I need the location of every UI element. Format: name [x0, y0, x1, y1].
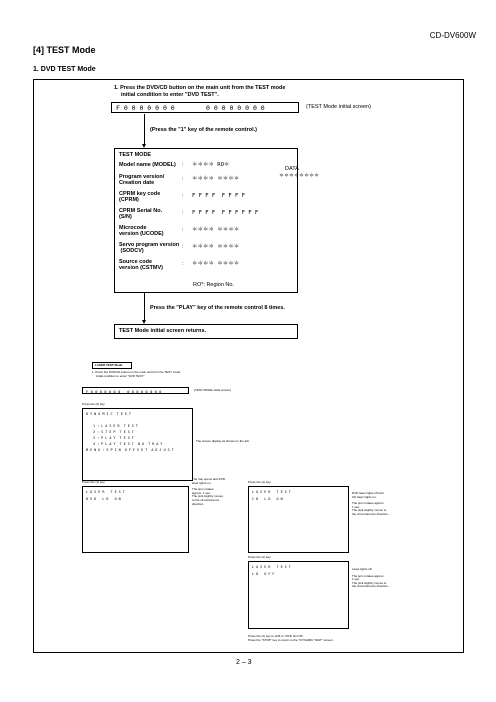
cd-note [352, 492, 418, 517]
row-label-2: Creation date [119, 180, 155, 186]
row-label: CPRM key code [119, 191, 161, 197]
row-value: F F F F F F F F F F [192, 210, 259, 216]
dvd-note-line: The spin rotates [192, 487, 214, 492]
press-play-text: Press the "PLAY" key of the remote control 8 times. [150, 305, 285, 311]
off-line: L A S E R T E S T [252, 565, 291, 569]
dvd-note-line: laser lights on. [192, 480, 212, 485]
cd-note-line: DVD laser lights off and [352, 491, 384, 495]
cd-note-line: the circumference direction. [352, 511, 389, 516]
dvd-line: D V D L D O N [86, 497, 121, 501]
region-note: RO*: Region No. [193, 282, 234, 288]
laser-display-label: (TEST MODE initial screen) [194, 388, 231, 392]
step1-text: 1. Press the DVD/CD button on the main unit from the TEST mode [114, 85, 286, 91]
off-line: L D O F F [252, 572, 275, 576]
table-title: TEST MODE [119, 152, 152, 158]
dvd-note-line: direction. [192, 501, 205, 506]
off-note-line: The spin rotates approx. [352, 573, 385, 578]
dyn-note: The screen display as shown on the left. [196, 439, 250, 443]
step1b-text: initial condition to enter "DVD TEST". [121, 92, 219, 98]
press1b-text: Press the (1) key. [248, 480, 272, 484]
dvd-note-line: approx. 1 sec. [192, 490, 211, 495]
data-value: ＊＊＊＊＊＊＊＊ [279, 173, 320, 179]
laser-step1b: initial condition to enter "DVD TEST". [96, 374, 146, 378]
display-left: F 0 0 0 0 0 0 0 [116, 104, 175, 112]
dynamic-test-box [82, 408, 193, 481]
laser-tag-text: LASER TEST Mode [95, 363, 123, 367]
row-label: Program version/ [119, 174, 165, 180]
row-value: ＊＊＊＊ ＊＊＊＊ [192, 176, 240, 182]
display-right: 0 0 0 0 0 0 0 0 [206, 104, 265, 112]
off-note [352, 568, 418, 589]
row-label-2: (S/N) [119, 214, 132, 220]
row-value: ＊＊＊＊ ＊＊＊＊ [192, 227, 240, 233]
row-value: ＊＊＊＊ RO＊ [192, 162, 230, 168]
row-value: ＊＊＊＊ ＊＊＊＊ [192, 244, 240, 250]
dyn-line: D Y N A M I C T E S T [86, 412, 131, 416]
cd-note-line: CD laser lights on. [352, 494, 377, 499]
dyn-line: 1 : L A S E R T E S T [93, 424, 138, 428]
row-label-2: version (UCODE) [119, 231, 164, 237]
cd-ld-on-box [248, 486, 349, 553]
row-label: Source code [119, 259, 153, 265]
row-value: F F F F F F F F [192, 193, 245, 199]
dvd-note-line: to the circumference [192, 497, 220, 502]
cd-line: C D L D O N [252, 497, 283, 501]
model-number: CD-DV600W [429, 31, 476, 40]
row-label-2: (SODCV) [119, 248, 144, 254]
dyn-line: M E N U : S P I N O F F S E T A D J U S T [86, 448, 174, 452]
row-label: Servo program version [119, 242, 180, 248]
laser-display-text: F 0 0 0 0 0 0 0 0 0 0 0 0 0 0 0 [86, 389, 162, 394]
initial-screen-label: (TEST Mode initial screen) [306, 104, 372, 110]
row-label: CPRM Serial No. [119, 208, 163, 214]
dvd-note-line: The pick slightly moves [192, 494, 224, 499]
ld-off-box [248, 561, 349, 629]
flow-line [144, 114, 145, 146]
cd-note-line: 1 sec. [352, 504, 361, 509]
row-value: ＊＊＊＊ ＊＊＊＊ [192, 261, 240, 267]
row-colon: : [182, 193, 184, 199]
row-colon: : [182, 176, 184, 182]
final-line-1: Press the (1) key to shift to "DVD LD ON". [248, 634, 304, 638]
off-note-line: the circumference direction. [352, 584, 389, 589]
row-colon: : [182, 261, 184, 267]
dvd-ld-on-box [82, 486, 189, 553]
cd-note-line: The pick slightly moves to [352, 508, 387, 513]
data-label: DATA [285, 166, 299, 172]
test-mode-table [114, 148, 320, 293]
dyn-line: 2 : S T E P T E S T [93, 430, 134, 434]
press1a-text: Press the (1) key. [82, 480, 106, 484]
returns-text: TEST Mode initial screen returns. [119, 328, 207, 334]
row-colon: : [182, 244, 184, 250]
row-label: Microcode [119, 225, 147, 231]
press1c-text: Press the (1) key. [248, 555, 272, 559]
row-colon: : [182, 227, 184, 233]
cd-note-line: The spin rotates approx. [352, 501, 385, 506]
dvd-note-line: The tray opens and DVD [192, 477, 226, 481]
laser-display-box [82, 387, 189, 394]
off-note-line: 1 sec. [352, 577, 361, 582]
laser-tag [92, 362, 132, 369]
dyn-line: 3 : P L A Y T E S T [93, 436, 134, 440]
cd-line: L A S E R T E S T [252, 490, 291, 494]
row-label-2: (CPRM) [119, 197, 139, 203]
section-title: [4] TEST Mode [33, 45, 96, 55]
content-frame [33, 79, 464, 653]
off-note-line: Laser lights off. [352, 567, 373, 571]
final-line-2: Press the "STOP" key to return to the "DYNAMIC TEST" screen. [248, 638, 334, 642]
off-note-line: The pick slightly moves to [352, 580, 387, 585]
dvd-line: L A S E R T E S T [86, 490, 125, 494]
flow-line [144, 293, 145, 322]
row-colon: : [182, 210, 184, 216]
initial-display-box [111, 102, 299, 113]
row-label: Model name (MODEL) [119, 162, 176, 168]
press3-text: Press the (3) key. [82, 402, 106, 406]
returns-box [114, 324, 298, 339]
page-number: 2 – 3 [236, 659, 252, 666]
laser-step1: 1. Press the DVD/CD button on the main unit from the TEST mode [92, 370, 181, 374]
row-label-2: version (CSTMV) [119, 265, 164, 271]
press1-text: (Press the "1" key of the remote control.) [150, 127, 257, 133]
subsection-title: 1. DVD TEST Mode [33, 66, 96, 73]
dyn-line: 4 : P L A Y T E S T N O T R A Y [93, 442, 163, 446]
dvd-note [192, 478, 242, 506]
row-colon: : [182, 162, 184, 168]
